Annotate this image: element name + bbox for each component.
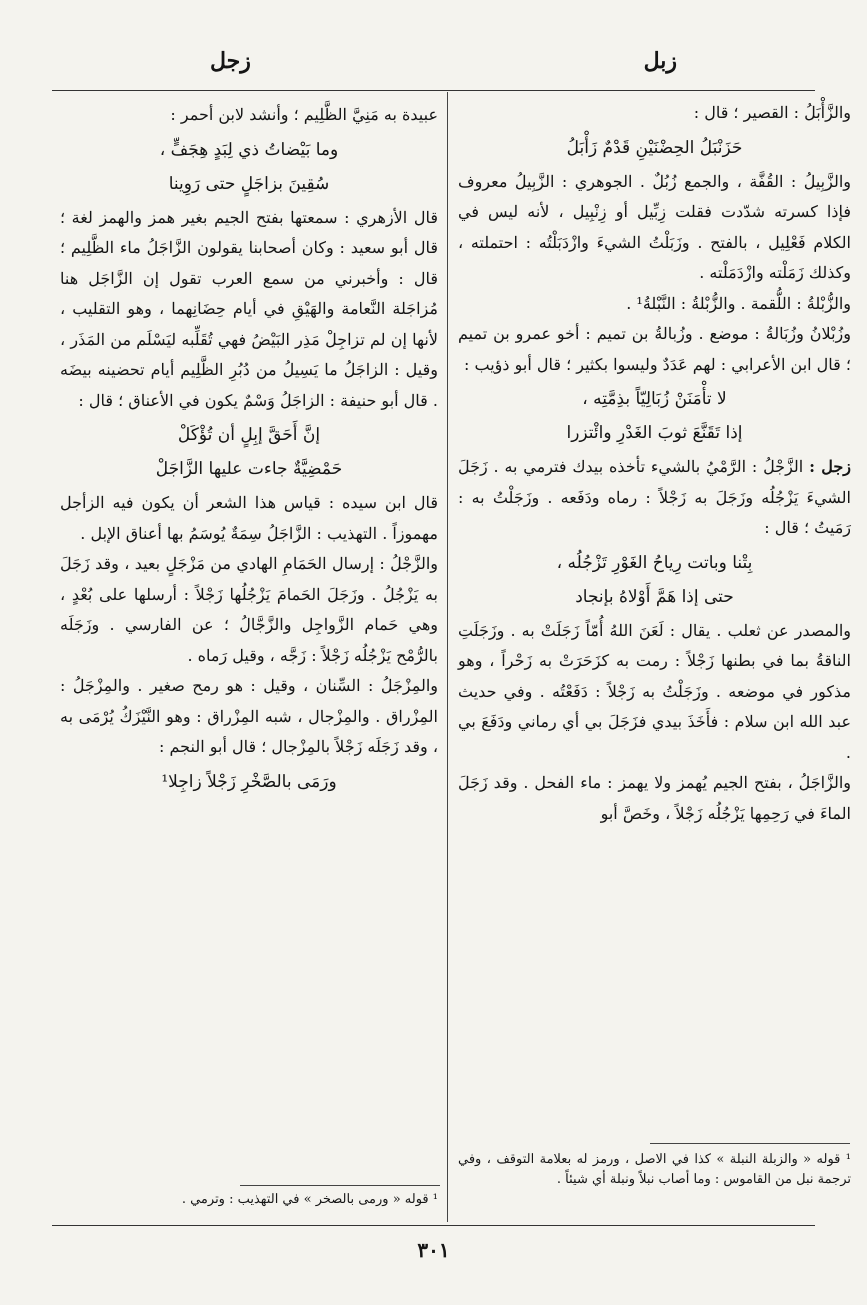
paragraph: عبيدة به مَنِيَّ الظَّلِيم ؛ وأنشد لابن أحمر : — [170, 105, 438, 124]
verse-line: حَزَنْبَلُ الحِضْنَيْنِ قَدْمٌ زَأْبَلُ — [566, 137, 743, 158]
header-rule — [52, 90, 815, 91]
paragraph: قال الأزهري : سمعتها بفتح الجيم بغير همز والهمز لغة ؛ قال أبو سعيد : وكان أصحابنا يقولون الزَّاجَلُ ماء الظَّلِيم ؛ قال : وأخبرني من سمع العرب تقول إن الزَّاجَل هنا مُزاجَلة النَّعامة والهَيْقِ في أيام حِضَانِهما ، وهو التقليب ، لأنها إن لم تزاجِلْ مَذِر البَيْضُ فهي تُقَلِّبه ليَسْلَم من المَذَر ، وقيل : الزاجَلُ ما يَسِيلُ من دُبُرِ الظَّلِيم أيام تحضينه بيضَه . قال أبو حنيفة : الزاجَلُ وَسْمٌ يكون في الأعناق ؛ قال : — [60, 207, 438, 410]
right-column — [458, 98, 851, 829]
verse-line: بِتْنا وباتت رِياحُ الغَوْرِ تَزْجُلُه ، — [556, 552, 753, 573]
verse-line: سُقِينَ بزاجَلٍ حتى رَوِينا — [168, 173, 330, 194]
footnote-rule — [650, 1143, 850, 1144]
verse-line: حتى إذا هَمَّ أَوْلاهُ بإنجاد — [575, 586, 734, 607]
paragraph: والزَّأْبَلُ : القصير ؛ قال : — [693, 103, 851, 122]
paragraph: والزَّاجَلُ ، بفتح الجيم يُهمز ولا يهمز : ماء الفحل . وقد زَجَلَ الماءَ في رَحِمِها يَزْجُلُه زَجْلاً ، وخَصَّ أبو — [458, 773, 851, 823]
verse-line: ورَمَى بالصَّخْرِ زَجْلاً زاجِلا¹ — [161, 771, 337, 792]
paragraph: وزُبْلانُ وزُبَالةُ : موضع . وزُبالةُ بن تميم : أخو عمرو بن تميم ؛ قال ابن الأعرابي : لهم عَدَدٌ وليسوا بكثير ؛ قال أبو ذؤيب : — [458, 324, 851, 374]
footer-rule — [52, 1225, 815, 1226]
left-footnote: ¹ قوله « ورمى بالصخر » في التهذيب : وترمي . — [181, 1192, 438, 1207]
paragraph: والزَّجْلُ : إرسال الحَمَامِ الهادي من مَزْجَلٍ بعيد ، وقد زَجَلَ به يَزْجُلُ . وزَجَلَ الحَمامَ يَزْجُلُها زَجْلاً : أرسلها على بُعْدٍ ، وهي حَمام الزَّواجِل والزَّجَّالُ ؛ عن الفارسي . وزَجَلَه بالرُّمْح يَزْجُلُه زَجْلاً : زَجَّه ، وقيل رَماه . — [60, 554, 438, 665]
left-column — [60, 100, 438, 801]
verse-line: إذا تَقَنَّعَ ثوبَ الغَدْرِ وائْتزرا — [566, 423, 743, 443]
footnote-rule — [240, 1185, 440, 1186]
entry-paragraph — [458, 452, 851, 544]
verse-line: وما بَيْضاتُ ذي لِبَدٍ هِجَفٍّ ، — [159, 139, 339, 160]
right-column-title: زبل — [643, 48, 677, 74]
paragraph: والزُّبْلةُ : اللُّقمة . والزُّبْلةُ : النَّبْلةُ¹ . — [626, 293, 851, 313]
verse-line: لا تأْمَنَنْ زُبَالِيّاً بذِمَّتِه ، — [582, 389, 727, 409]
right-footnote: ¹ قوله « والزبلة النبلة » كذا في الاصل ، ورمز له بعلامة التوقف ، وفي ترجمة نبل من القاموس : وما أصاب نبلاً ونبلة أي شيئاً . — [458, 1152, 851, 1187]
left-column-title: زجل — [210, 48, 251, 74]
column-divider — [447, 92, 448, 1222]
verse-line: إنَّ أَحَقَّ إبِلٍ أن تُؤْكَلْ — [177, 425, 321, 445]
entry-headword: زجل : — [809, 457, 852, 476]
paragraph: والزَّبِيلُ : القُفَّة ، والجمع زُبُلٌ . الجوهري : الزَّبِيلُ معروف فإذا كسرته شدّدت فقلت زِبِّيل أو زِنْبِيل ، لأنه ليس في الكلام فَعْلِيل ، بالفتح . وزَبَلْتُ الشيءَ وازْدَبَلْتُه : احتملته ، وكذلك زَمَلْته وازْدَمَلْته . — [458, 171, 851, 282]
entry-text: الزَّجْلُ : الرَّمْيُ بالشيء تأخذه بيدك فترمي به . زَجَلَ الشيءَ يَزْجُلُه وزَجَلَ به زَجْلاً : رماه ودَفَعه . وزَجَلْتُ به : رَمَيتُ ؛ قال : — [458, 457, 851, 537]
paragraph: والمصدر عن ثعلب . يقال : لَعَنَ اللهُ أُمّاً زَجَلَتْ به . وزَجَلَتِ الناقةُ بما في بطنها زَجْلاً : رمت به كزَحَرَتْ به زَحْراً ، وهو مذكور في موضعه . وزَجَلْتُ به زَجْلاً : دَفَعْتُه . وفي حديث عبد الله ابن سلام : فأَخَذَ بيدي فزَجَلَ بي أي رماني ودَفَعَ بي . — [458, 620, 851, 762]
paragraph: قال ابن سيده : قياس هذا الشعر أن يكون فيه الزأجل مهموزاً . التهذيب : الزَّاجَلُ سِمَةٌ يُوسَمُ بها أعناق الإبل . — [60, 493, 438, 543]
verse-line: حَمْضِيَّةٌ جاءت عليها الزَّاجَلْ — [155, 459, 343, 479]
page-number: ٣٠١ — [417, 1238, 450, 1262]
paragraph: والمِزْجَلُ : السِّنان ، وقيل : هو رمح صغير . والمِزْجَلُ : المِزْراق . والمِزْجال ، شبه المِزْراق : وهو النَّيْزَكُ يُرْمَى به ، وقد زَجَلَه زَجْلاً بالمِزْجال ؛ قال أبو النجم : — [60, 676, 438, 756]
